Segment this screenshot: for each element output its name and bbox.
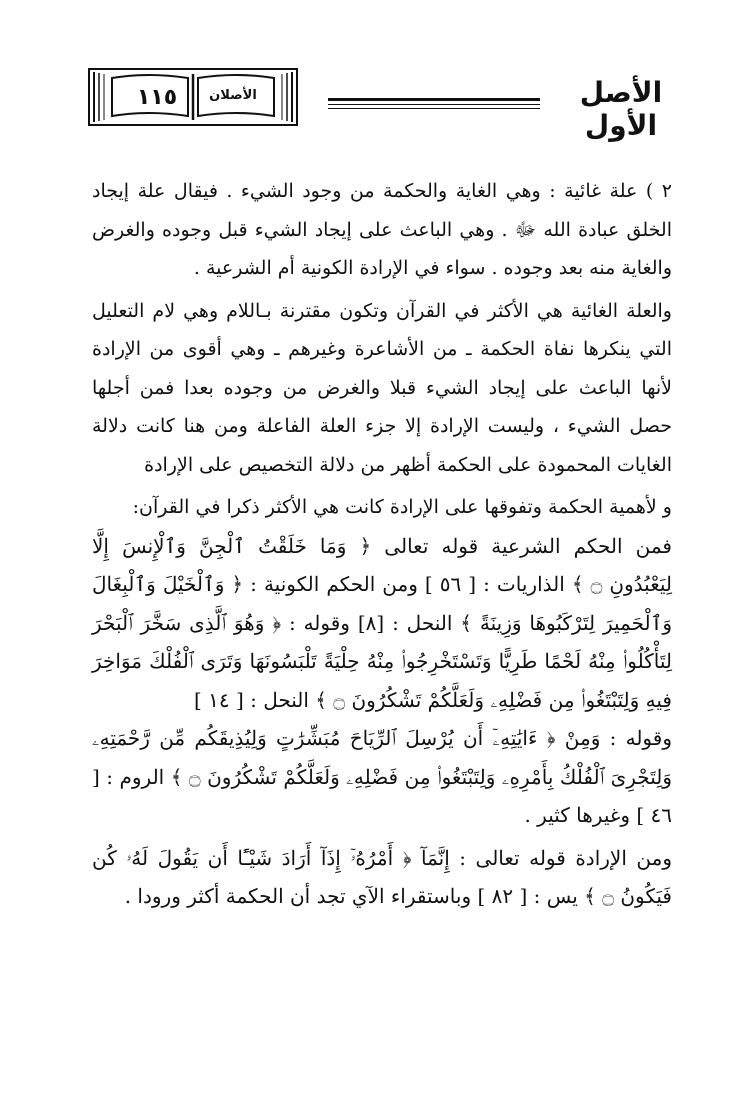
- page-body: [92, 172, 672, 916]
- paragraph-final-cause-quran: والعلة الغائية هي الأكثر في القرآن وتكون مقترنة بـاللام وهي لام التعليل التي ينكرها نفاة الحكمة ـ من الأشاعرة وغيرهم ـ وهي أقوى من الإرادة لأنها الباعث على إيجاد الشيء قبلا والغرض من وجوده بعدا فمن أجلها حصل الشيء ، وليست الإرادة إلا جزء العلة الفاعلة ومن هنا كانت دلالة الغايات المحمودة على الحكمة أظهر من دلالة التخصيص على الإرادة: [92, 299, 672, 476]
- page-number: ١١٥: [136, 85, 178, 110]
- book-label: الأصلان: [209, 88, 257, 103]
- header-rule-thin: [328, 108, 540, 109]
- header-rule-thin: [328, 104, 540, 105]
- paragraph-legal-and-cosmic-wisdom: فمن الحكم الشرعية قوله تعالى ﴿ وَمَا خَلَقْتُ ٱلْجِنَّ وَٱلْإِنسَ إِلَّا لِيَعْبُدُونِ ۝ ﴾ الذاريات : [ ٥٦ ] ومن الحكم الكونية : ﴿ وَٱلْخَيْلَ وَٱلْبِغَالَ وَٱلْحَمِيرَ لِتَرْكَبُوهَا وَزِينَةً ﴾ النحل : [٨] وقوله : ﴿ وَهُوَ ٱلَّذِى سَخَّرَ ٱلْبَحْرَ لِتَأْكُلُوا۟ مِنْهُ لَحْمًا طَرِيًّا وَتَسْتَخْرِجُوا۟ مِنْهُ حِلْيَةً تَلْبَسُونَهَا وَتَرَى ٱلْفُلْكَ مَوَاخِرَ فِيهِ وَلِتَبْتَغُوا۟ مِن فَضْلِهِۦ وَلَعَلَّكُمْ تَشْكُرُونَ ۝ ﴾ النحل : [ ١٤ ]: [92, 533, 673, 712]
- paragraph-ar-rum-verse: وقوله : وَمِنْ ﴿ ءَايَٰتِهِۦٓ أَن يُرْسِلَ ٱلرِّيَاحَ مُبَشِّرَٰتٍ وَلِيُذِيقَكُم مِّن رَّحْمَتِهِۦ وَلِتَجْرِىَ ٱلْفُلْكُ بِأَمْرِهِۦ وَلِتَبْتَغُوا۟ مِن فَضْلِهِۦ وَلَعَلَّكُمْ تَشْكُرُونَ ۝ ﴾ الروم : [ ٤٦ ] وغيرها كثير .: [92, 726, 672, 827]
- chapter-title: الأصل الأول: [579, 76, 663, 142]
- paragraph-wisdom-importance: و لأهمية الحكمة وتفوقها على الإرادة كانت هي الأكثر ذكرا في القرآن:: [132, 496, 672, 518]
- header-rule: [328, 98, 540, 101]
- book-ornament-frame: [88, 68, 298, 126]
- paragraph-will-verse: ومن الإرادة قوله تعالى : إِنَّمَآ ﴿ أَمْرُهُۥٓ إِذَآ أَرَادَ شَيْـًٔا أَن يَقُولَ لَهُۥ كُن فَيَكُونُ ۝ ﴾ يس : [ ٨٢ ] وباستقراء الآي تجد أن الحكمة أكثر ورودا .: [92, 845, 672, 908]
- page-header: [70, 62, 690, 142]
- paragraph-final-cause: ٢ ) علة غائية : وهي الغاية والحكمة من وجود الشيء . فيقال علة إيجاد الخلق عبادة الله ﷻ . وهي الباعث على إيجاد الشيء قبل وجوده والغرض والغاية منه بعد وجوده . سواء في الإرادة الكونية أم الشرعية .: [92, 180, 672, 279]
